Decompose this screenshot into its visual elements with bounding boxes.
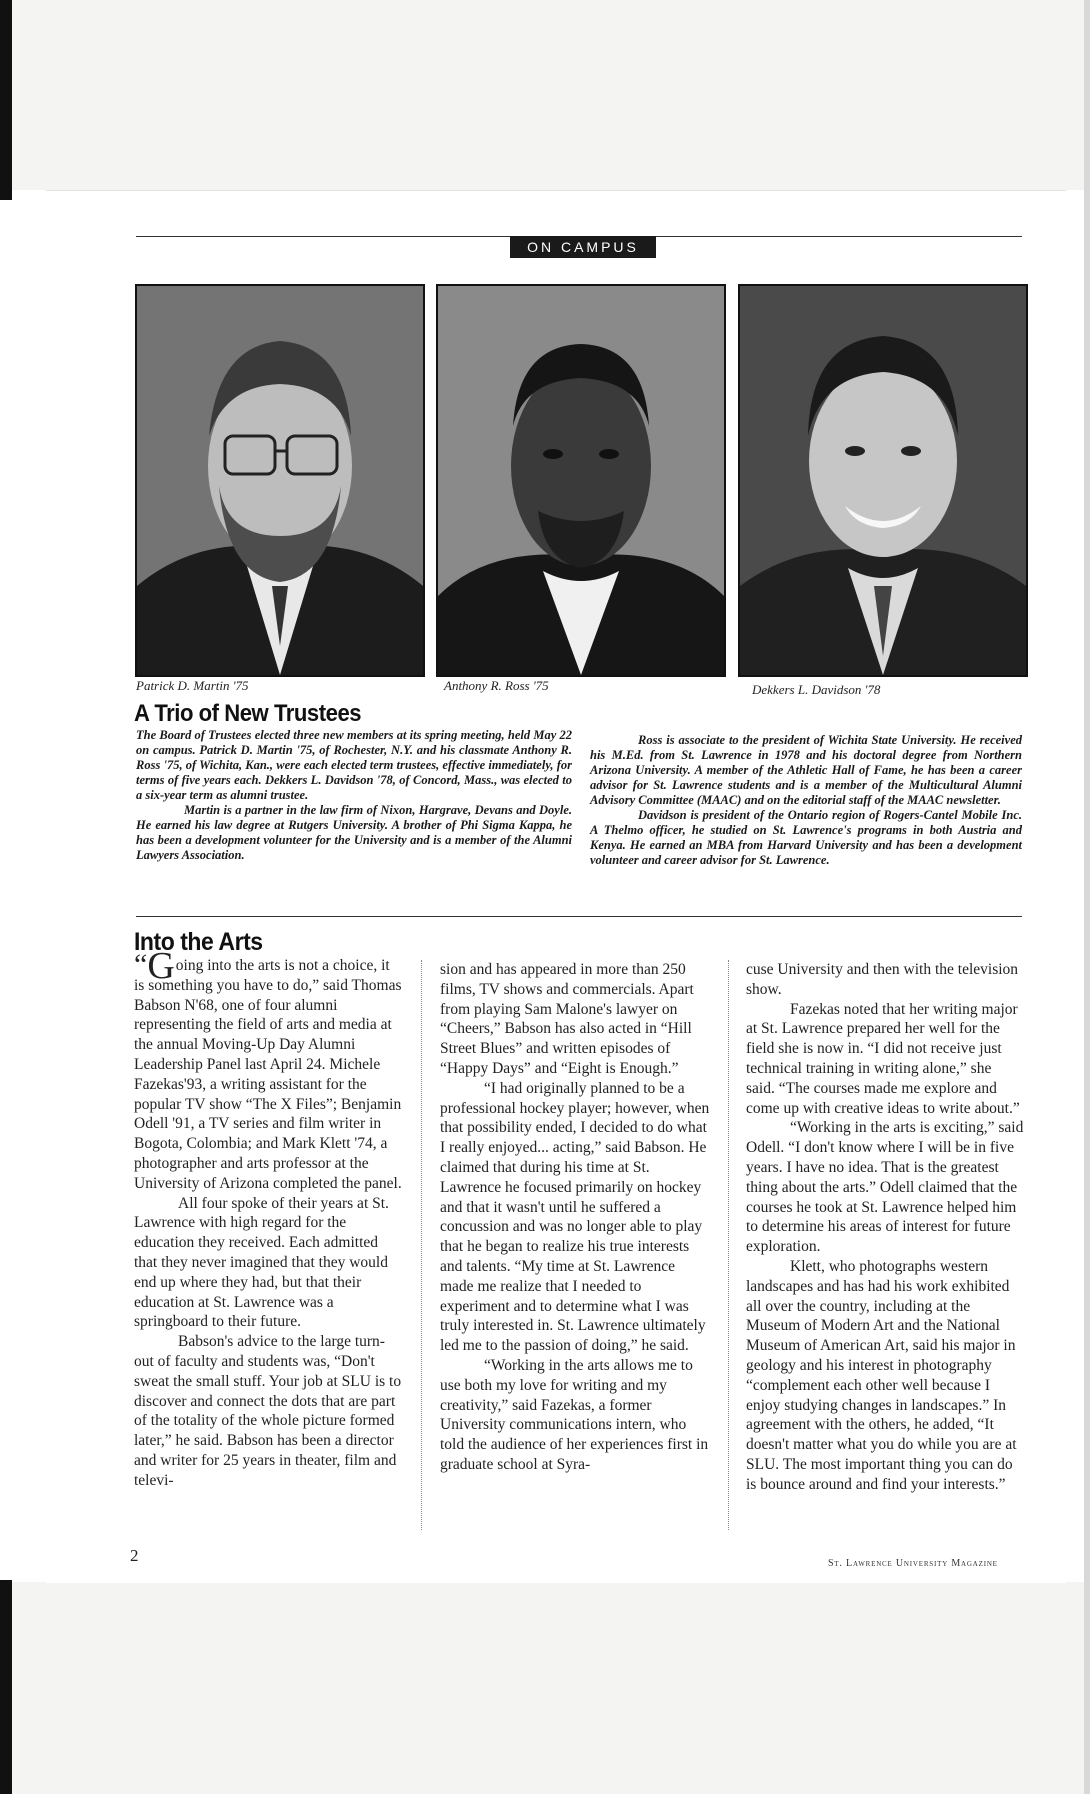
scan-edge-left bbox=[0, 0, 12, 200]
scan-background-top bbox=[0, 0, 1090, 190]
trustees-left-column bbox=[136, 728, 572, 863]
arts-column-2 bbox=[440, 960, 712, 1475]
section-divider-rule bbox=[136, 916, 1022, 917]
photo-dekkers-davidson bbox=[738, 284, 1028, 677]
caption-martin: Patrick D. Martin '75 bbox=[136, 678, 249, 693]
trustees-right-column bbox=[590, 733, 1022, 868]
photo-anthony-ross bbox=[436, 284, 726, 677]
arts-lead-paragraph bbox=[134, 945, 402, 1194]
arts-paragraph: “Working in the arts allows me to use both my love for writing and my creativity,” said Fazekas, a former University communications intern, who told the audience of her experiences first in graduate school at Syra- bbox=[440, 1356, 709, 1473]
arts-paragraph: “I had originally planned to be a professional hockey player; however, when that possibility ended, I decided to do what I really enjoyed... acting,” said Babson. He claimed that during his time at St. Lawrence he focused primarily on hockey and that it wasn't until he suffered a concussion and was no longer able to play that he began to realize his true interests and talents. “My time at St. Lawrence made me realize that I needed to experiment and to determine what I was truly interested in. St. Lawrence ultimately led me to the passion of doing,” he said. bbox=[440, 1079, 710, 1355]
arts-paragraph: Klett, who photographs western landscapes and has had his work exhibited all over the country, including at the Museum of Modern Art and the National Museum of American Art, said his major in geology and his interest in photography “complement each other well because I enjoy studying changes in landscapes.” In agreement with the others, he added, “It doesn't matter what you do while you are at SLU. The most important thing you can do is bounce around and find your interests.” bbox=[746, 1257, 1017, 1493]
scan-edge-right bbox=[1084, 0, 1090, 1794]
arts-paragraph: All four spoke of their years at St. Lawrence with high regard for the education they received. Each admitted that they never imagined that they would end up where they had, but that their education at St. Lawrence was a springboard to their future. bbox=[134, 1194, 389, 1331]
trustees-paragraph: Ross is associate to the president of Wichita State University. He received his M.Ed. from St. Lawrence in 1978 and his doctoral degree from Northern Arizona University. A member of the Athletic Hall of Fame, he has been a career advisor for St. Lawrence students and is a member of the Multicultural Alumni Advisory Committee (MAAC) and on the editorial staff of the MAAC newsletter. bbox=[590, 733, 1022, 807]
opening-quote-mark: “ bbox=[134, 948, 148, 981]
arts-lead-text: oing into the arts is not a choice, it is something you have to do,” said Thomas Babson N'68, one of four alumni representing the field of arts and media at the annual Moving-Up Day Alumni Leadership Panel last April 24. Michele Fazekas'93, a writing assistant for the popular TV show “The X Files”; Benjamin Odell '91, a TV series and film writer in Bogota, Colombia; and Mark Klett '74, a photographer and arts professor at the University of Arizona completed the panel. bbox=[134, 957, 402, 1192]
arts-paragraph: cuse University and then with the television show. bbox=[746, 961, 1019, 998]
arts-column-3 bbox=[746, 960, 1024, 1495]
column-divider-dots bbox=[728, 960, 729, 1530]
caption-davidson: Dekkers L. Davidson '78 bbox=[752, 682, 881, 697]
scan-background-bottom bbox=[0, 1582, 1090, 1794]
trustees-paragraph: Martin is a partner in the law firm of Nixon, Hargrave, Devans and Doyle. He earned his law degree at Rutgers University. A brother of Phi Sigma Kappa, he has been a development volunteer for the University and is a member of the Alumni Lawyers Association. bbox=[136, 803, 572, 862]
arts-paragraph: Babson's advice to the large turn-out of faculty and students was, “Don't sweat the small stuff. Your job at SLU is to discover and connect the dots that are part of the totality of the whole picture formed later,” he said. Babson has been a director and writer for 25 years in theater, film and televi- bbox=[134, 1333, 402, 1489]
trustees-paragraph: The Board of Trustees elected three new members at its spring meeting, held May 22 on campus. Patrick D. Martin '75, of Rochester, N.Y. and his classmate Anthony R. Ross '75, of Wichita, Kan., were each elected term trustees, effective immediately, for terms of five years each. Dekkers L. Davidson '78, of Concord, Mass., was elected to a six-year term as alumni trustee. bbox=[136, 728, 572, 802]
arts-column-1 bbox=[134, 945, 402, 1491]
column-divider-dots bbox=[421, 960, 422, 1530]
scan-edge-left-bottom bbox=[0, 1580, 12, 1794]
drop-cap: G bbox=[147, 945, 175, 987]
magazine-masthead: St. Lawrence University Magazine bbox=[828, 1558, 998, 1569]
trustees-headline: A Trio of New Trustees bbox=[134, 700, 362, 727]
trustees-paragraph: Davidson is president of the Ontario region of Rogers-Cantel Mobile Inc. A Thelmo officer, he studied on St. Lawrence's programs in both Austria and Kenya. He earned an MBA from Harvard University and has been a development volunteer and career advisor for St. Lawrence. bbox=[590, 808, 1022, 867]
arts-paragraph: sion and has appeared in more than 250 films, TV shows and commercials. Apart from playing Sam Malone's lawyer on “Cheers,” Babson has also acted in “Hill Street Blues” and written episodes of “Happy Days” and “Eight is Enough.” bbox=[440, 961, 694, 1077]
section-tag: ON CAMPUS bbox=[510, 236, 656, 258]
arts-paragraph: “Working in the arts is exciting,” said Odell. “I don't know where I will be in five years. I have no idea. That is the greatest thing about the arts.” Odell claimed that the courses he took at St. Lawrence helped him to determine his areas of interest for future exploration. bbox=[746, 1119, 1024, 1256]
page-number: 2 bbox=[130, 1546, 139, 1565]
photo-patrick-martin bbox=[135, 284, 425, 677]
arts-paragraph: Fazekas noted that her writing major at St. Lawrence prepared her well for the field she is now in. “I did not receive just technical training in writing alone,” she said. “The courses made me explore and come up with creative ideas to write about.” bbox=[746, 1000, 1020, 1117]
arts-headline: Into the Arts bbox=[134, 928, 263, 956]
caption-ross: Anthony R. Ross '75 bbox=[444, 678, 549, 693]
